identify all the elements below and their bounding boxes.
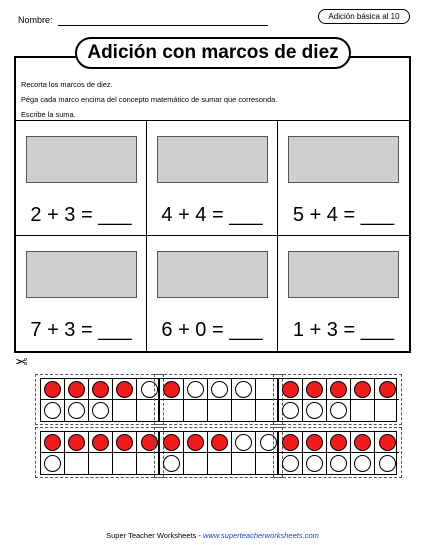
empty-counter [163,455,180,472]
red-counter [163,434,180,451]
ten-frame-cell [184,453,208,474]
paste-area[interactable] [157,251,268,298]
red-counter [44,381,61,398]
empty-counter [282,402,299,419]
ten-frame-cell [89,432,113,453]
ten-frame-cell [303,432,327,453]
red-counter [306,434,323,451]
empty-counter [92,402,109,419]
ten-frame-cell [41,453,65,474]
ten-frame-cutout[interactable] [273,374,402,425]
ten-frame-cell [232,432,256,453]
ten-frame-cell [184,400,208,421]
ten-frame-cell [375,379,399,400]
red-counter [211,434,228,451]
name-label: Nombre: [18,15,53,25]
ten-frame-cutout[interactable] [154,427,283,478]
paste-area[interactable] [26,251,137,298]
ten-frame [40,378,159,422]
empty-counter [235,381,252,398]
ten-frame-cell [113,400,137,421]
empty-counter [330,402,347,419]
ten-frame-cell [279,453,303,474]
red-counter [354,381,371,398]
instruction-2: Péga cada marco encima del concepto matemático de sumar que corresonda. [21,95,278,104]
ten-frame-cell [327,453,351,474]
ten-frame-cell [303,453,327,474]
ten-frame-cell [303,379,327,400]
red-counter [282,381,299,398]
ten-frame-cell [65,453,89,474]
equation: 2 + 3 = ___ [30,204,132,226]
ten-frame [278,378,397,422]
ten-frame-cell [41,400,65,421]
ten-frame [40,431,159,475]
ten-frame-cell [327,379,351,400]
level-badge: Adición básica al 10 [318,9,410,24]
ten-frame-cell [232,379,256,400]
equation: 5 + 4 = ___ [292,204,395,226]
ten-frame-cell [89,379,113,400]
worksheet-box [14,56,411,353]
ten-frame-cell [351,432,375,453]
ten-frame-cell [208,379,232,400]
name-line[interactable] [58,25,268,26]
paste-area[interactable] [26,136,137,183]
ten-frame-cell [41,379,65,400]
footer [0,531,425,540]
instruction-3: Escribe la suma. [21,110,76,119]
ten-frame-cell [113,453,137,474]
problem-grid [16,120,409,351]
empty-counter [211,381,228,398]
empty-counter [354,455,371,472]
ten-frame-cutout[interactable] [154,374,283,425]
red-counter [92,434,109,451]
red-counter [379,381,396,398]
red-counter [187,434,204,451]
red-counter [282,434,299,451]
ten-frame-cutout[interactable] [273,427,402,478]
ten-frame-cell [375,432,399,453]
empty-counter [379,455,396,472]
ten-frame-cell [160,453,184,474]
ten-frame-cell [89,453,113,474]
red-counter [330,381,347,398]
footer-text: Super Teacher Worksheets - [106,531,203,540]
red-counter [163,381,180,398]
empty-counter [187,381,204,398]
ten-frame [278,431,397,475]
ten-frame-cell [279,379,303,400]
ten-frame-cell [113,379,137,400]
scissors-icon: ✂ [15,354,28,371]
empty-counter [44,402,61,419]
equation: 1 + 3 = ___ [292,319,395,341]
empty-counter [330,455,347,472]
red-counter [354,434,371,451]
empty-counter [235,434,252,451]
problem-cell [278,236,409,351]
empty-counter [282,455,299,472]
empty-counter [306,455,323,472]
ten-frame [159,431,278,475]
problem-cell [16,121,147,236]
ten-frame-cell [41,432,65,453]
ten-frame-cell [160,432,184,453]
empty-counter [306,402,323,419]
ten-frame-cell [208,453,232,474]
ten-frame-cell [65,379,89,400]
ten-frame-cell [375,400,399,421]
worksheet-title: Adición con marcos de diez [75,37,351,69]
instruction-1: Recorta los marcos de diez. [21,80,113,89]
ten-frame-cell [327,432,351,453]
equation: 6 + 0 = ___ [161,319,263,341]
ten-frame-cell [232,453,256,474]
ten-frame-cell [160,400,184,421]
red-counter [116,434,133,451]
ten-frame-cell [65,400,89,421]
equation: 7 + 3 = ___ [30,319,132,341]
ten-frame-cutout[interactable] [35,374,164,425]
paste-area[interactable] [288,136,399,183]
ten-frame-cell [351,453,375,474]
red-counter [306,381,323,398]
problem-cell [16,236,147,351]
ten-frame-cell [184,432,208,453]
ten-frame-cell [279,400,303,421]
problem-cell [278,121,409,236]
empty-counter [68,402,85,419]
ten-frame-cell [208,400,232,421]
paste-area[interactable] [157,136,268,183]
ten-frame-cell [89,400,113,421]
ten-frame-cell [375,453,399,474]
ten-frame-cell [327,400,351,421]
problem-cell [147,121,278,236]
ten-frame-cell [208,432,232,453]
red-counter [330,434,347,451]
paste-area[interactable] [288,251,399,298]
ten-frame-cell [279,432,303,453]
red-counter [379,434,396,451]
red-counter [68,381,85,398]
ten-frame-cell [65,432,89,453]
ten-frame-cell [303,400,327,421]
red-counter [92,381,109,398]
ten-frame-cell [184,379,208,400]
ten-frame-cell [351,379,375,400]
footer-link[interactable]: www.superteacherworksheets.com [202,531,319,540]
problem-cell [147,236,278,351]
equation: 4 + 4 = ___ [161,204,263,226]
ten-frame-cell [113,432,137,453]
ten-frame-cell [160,379,184,400]
red-counter [116,381,133,398]
ten-frame [159,378,278,422]
ten-frame-cutout[interactable] [35,427,164,478]
empty-counter [44,455,61,472]
ten-frame-cell [351,400,375,421]
red-counter [68,434,85,451]
ten-frame-cell [232,400,256,421]
red-counter [44,434,61,451]
